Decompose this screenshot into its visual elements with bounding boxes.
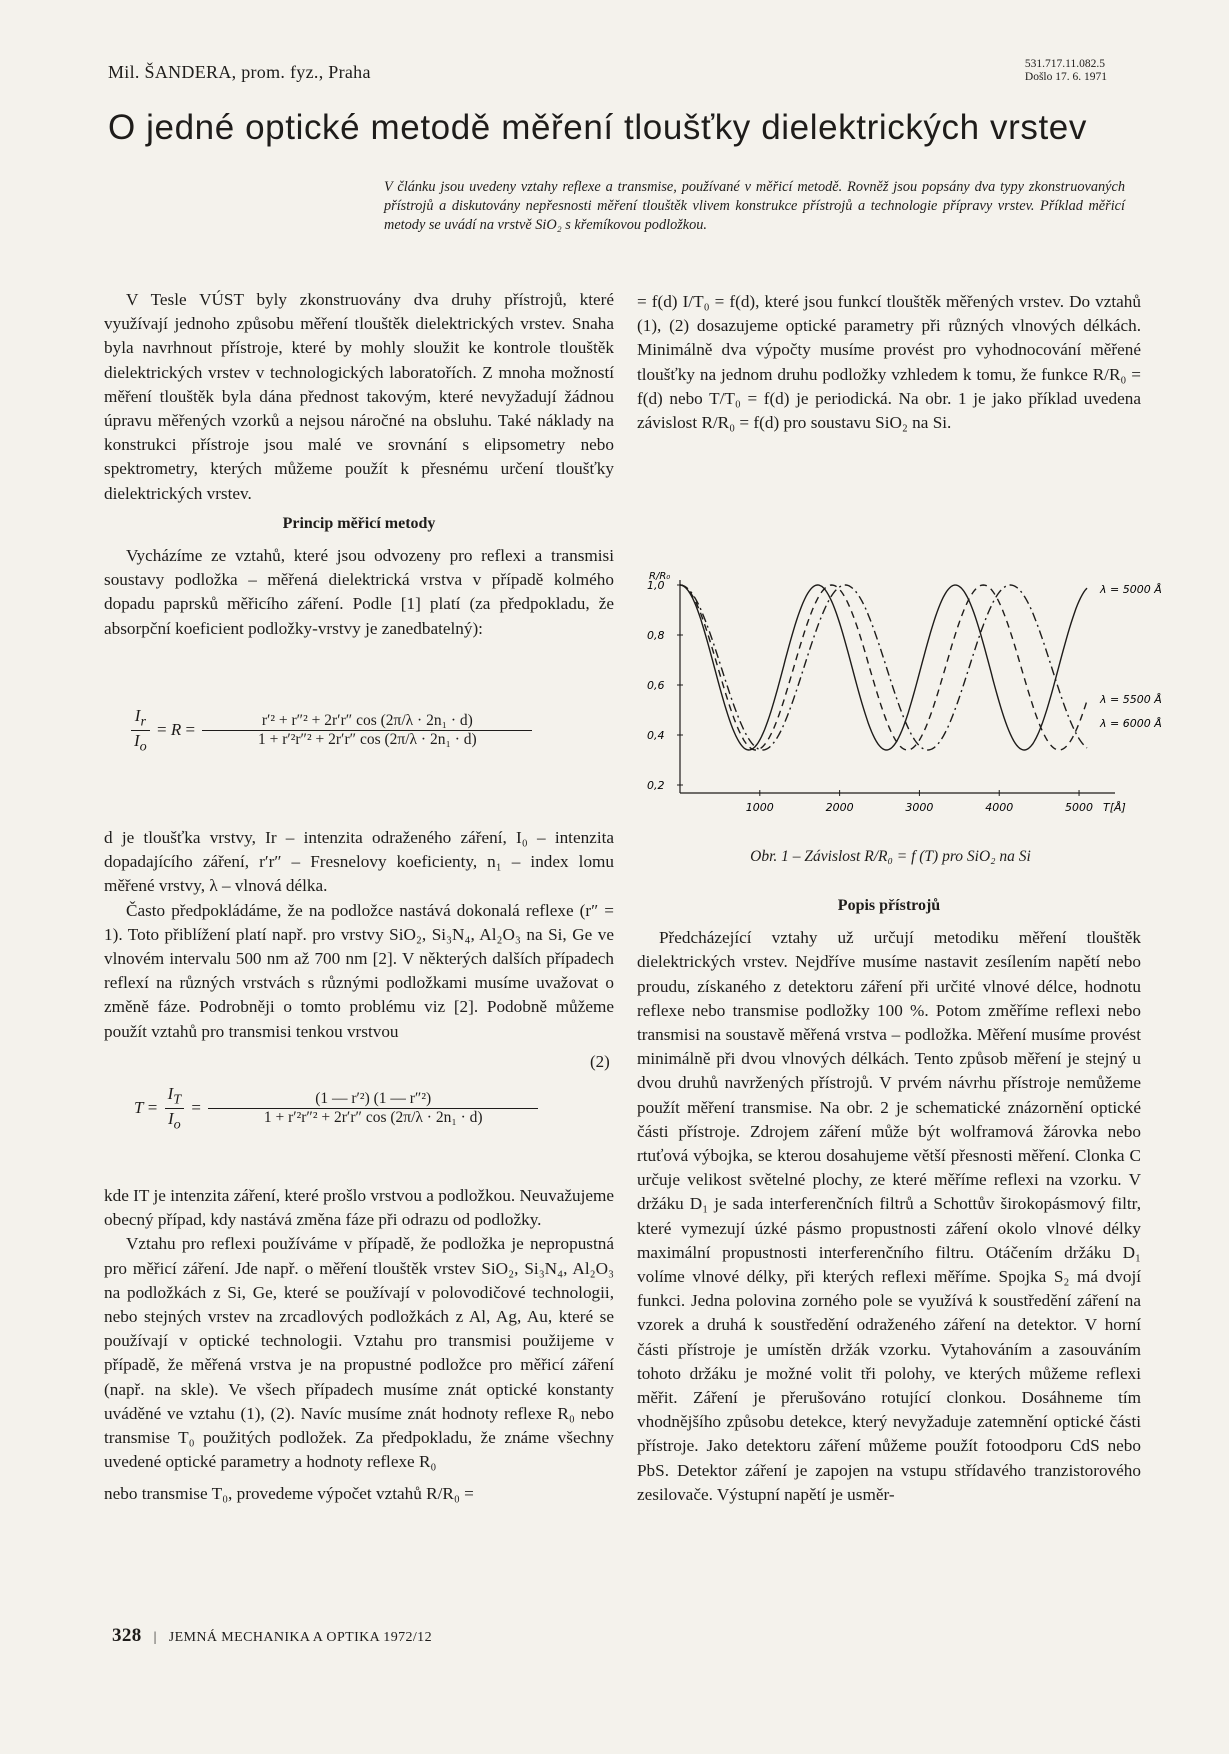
y-axis-label: R/R₀	[649, 571, 671, 582]
x-axis-label: T[Å]	[1103, 801, 1126, 814]
figure-caption: Obr. 1 – Závislost R/R₀ = f (T) pro SiO₂ na Si	[750, 848, 1031, 865]
chart-labels	[647, 571, 1162, 814]
series-line	[680, 585, 1087, 750]
formula-fraction-2	[208, 1090, 538, 1127]
left-column-bottom	[104, 1184, 614, 1507]
page-number: 328	[112, 1625, 142, 1646]
formula-2-numerator: (1 — r′²) (1 — r″²)	[208, 1090, 538, 1109]
y-tick-label: 0,6	[647, 679, 665, 692]
series-label: λ = 5500 Å	[1100, 693, 1162, 706]
right-paragraph-1: = f(d) I/T₀ = f(d), které jsou funkcí tlouštěk měřených vrstev. Do vztahů (1), (2) dosazujeme optické parametry při různých vlnových délkách. Minimálně dva výpočty musíme provést pro vyhodnocování měřené tloušťky na jednom druhu podložky vzhledem k tomu, že funkce R/R₀ = f(d) nebo T/T₀ = f(d) je periodická. Na obr. 1 je jako příklad uvedena závislost R/R₀ = f(d) pro soustavu SiO₂ na Si.	[637, 292, 1141, 433]
right-column-device	[637, 888, 1141, 1507]
received-date: Došlo 17. 6. 1971	[1024, 71, 1107, 83]
formula-1-numerator: r′² + r″² + 2r′r″ cos (2π/λ · 2n₁ · d)	[202, 712, 532, 731]
page-footer: 328 | JEMNÁ MECHANIKA A OPTIKA 1972/12	[112, 1625, 432, 1646]
abstract: V článku jsou uvedeny vztahy reflexe a transmise, používané v měřicí metodě. Rovněž jsou popsány dva typy zkonstruovaných přístrojů a diskutovány nepřesnosti měření tlouštěk vlivem konstrukce přístrojů a technologie přípravy vrstev. Příklad měřicí metody se uvádí na vrstvě SiO₂ s křemíkovou podložkou.	[384, 179, 1125, 233]
formula-1-denominator: 1 + r′²r″² + 2r′r″ cos (2π/λ · 2n₁ · d)	[257, 731, 477, 749]
article-title: O jedné optické metodě měření tloušťky dielektrických vrstev	[108, 108, 1087, 147]
left-paragraph-7: nebo transmise T₀, provedeme výpočet vztahů R/R₀ =	[104, 1484, 474, 1504]
left-paragraph-5: kde IT je intenzita záření, které prošlo vrstvou a podložkou. Neuvažujeme obecný případ, kdy nastává změna fáze při odrazu od podložky.	[104, 1186, 614, 1230]
x-tick-label: 4000	[985, 801, 1014, 814]
udc-code: 531.717.11.082.5	[1024, 58, 1105, 70]
left-paragraph-6: Vztahu pro reflexi používáme v případě, že podložka je nepropustná pro měřicí záření. Jde např. o měření tlouštěk vrstev SiO₂, Si₃N₄, Al₂O₃ na podložkách z Si, Ge, které se používají v polovodičové technologii, nebo stejných vrstev na zrcadlových podložkách z Al, Ag, Au, které se používají v optické technologii. Vztahu pro transmisi použijeme v případě, že měřená vrstva je na propustné podložce pro měřicí záření (např. na skle). Ve všech případech musíme znát optické konstanty uváděné ve vztahu (1), (2). Navíc musíme znát hodnoty reflexe R₀ nebo transmise T₀ použitých podložek. Za předpokladu, že známe všechny uvedené optické parametry a hodnoty reflexe R₀	[104, 1234, 614, 1472]
reflectance-chart	[635, 565, 1162, 835]
chart-axes	[677, 580, 1115, 796]
formula-ratio: $\frac{I_r}{I_o}$	[131, 706, 150, 756]
x-tick-label: 1000	[745, 801, 774, 814]
equation-number-2: (2)	[590, 1052, 610, 1071]
x-tick-label: 3000	[905, 801, 934, 814]
x-tick-label: 5000	[1065, 801, 1094, 814]
section-heading-device: Popis přístrojů	[837, 897, 941, 914]
formula-reflexe: $\frac{I_r}{I_o}$ = R = $\frac{\text{r′² + r″² + 2r′r″ cos (2π/λ · 2n₁ · d)}}{\text{1 + r′²r″² + 2r′r″ cos (2π/λ · 2n₁ · d)}}$	[128, 706, 618, 756]
y-tick-label: 1,0	[647, 579, 665, 592]
left-paragraph-3: d je tloušťka vrstvy, Ir – intenzita odraženého záření, I₀ – intenzita dopadajícího záření, r′r″ – Fresnelovy koeficienty, n₁ – index lomu měřené vrstvy, λ – vlnová délka.	[104, 828, 614, 896]
formula-fraction-1	[202, 712, 532, 749]
y-tick-label: 0,8	[647, 629, 665, 642]
left-column-top	[104, 288, 614, 641]
author-line: Mil. ŠANDERA, prom. fyz., Praha	[108, 62, 371, 82]
y-tick-label: 0,2	[647, 779, 665, 792]
formula-2-denominator: 1 + r′²r″² + 2r′r″ cos (2π/λ · 2n₁ · d)	[263, 1109, 483, 1127]
left-column-mid	[104, 826, 614, 1044]
left-paragraph-4: Často předpokládáme, že na podložce nastává dokonalá reflexe (r″ = 1). Toto přiblížení platí např. pro vrstvy SiO₂, Si₃N₄, Al₂O₃ na Si, Ge ve vlnovém intervalu 500 nm až 700 nm [2]. V některých dalších případech reflexí na různých vrstvách s různými podložkami musíme uvažovat o změně fáze. Podrobněji o tomto problému viz [2]. Podobně můžeme použít vztahů pro transmisi tenkou vrstvou	[104, 900, 614, 1041]
formula-ratio-t: $\frac{I_T}{I_o}$	[165, 1084, 185, 1134]
series-label: λ = 5000 Å	[1100, 583, 1162, 596]
chart-series	[680, 585, 1087, 750]
left-paragraph-1: V Tesle VÚST byly zkonstruovány dva druhy přístrojů, které využívají jednoho způsobu měření tlouštěk dielektrických vrstev. Snaha byla navrhnout přístroje, které by mohly sloužit ke kontrole tlouštěk dielektrických vrstev v technologických laboratořích. Z mnoha možností měření tlouštěk byla dána přednost takovým, které nevyžadují žádnou úpravu měřených vzorků a nejsou náročné na obsluhu. Také náklady na konstrukci přístroje jsou malé ve srovnání s elipsometry nebo spektrometry, kterých můžeme použít k přesnému určení tloušťky dielektrických vrstev.	[104, 290, 614, 503]
section-heading-principle: Princip měřicí metody	[282, 514, 436, 532]
formula-transmise: T = $\frac{I_T}{I_o}$ = $\frac{\text{(1 — r′²) (1 — r″²)}}{\text{1 + r′²r″² + 2r′r″ cos (2π/λ · 2n₁ · d)}}$	[134, 1084, 614, 1134]
left-paragraph-2: Vycházíme ze vztahů, které jsou odvozeny pro reflexi a transmisi soustavy podložka – měřená dielektrická vrstva v případě kolmého dopadu paprsků měřicího záření. Podle [1] platí (za předpokladu, že absorpční koeficient podložky-vrstvy je zanedbatelný):	[104, 546, 614, 638]
udc-block	[1025, 58, 1107, 84]
journal-name: JEMNÁ MECHANIKA A OPTIKA 1972/12	[168, 1630, 432, 1645]
x-tick-label: 2000	[825, 801, 854, 814]
right-paragraph-2: Předcházející vztahy už určují metodiku měření tlouštěk dielektrických vrstev. Nejdříve musíme nastavit zesílením napětí nebo proudu, získaného z detektoru záření při určité vlnové délce, hodnotu reflexe nebo transmise podložky 100 %. Potom změříme reflexi nebo transmisi na soustavě měřená vrstva – podložka. Měření musíme provést minimálně při dvou vlnových délkách. Tento způsob měření je stejný u dvou druhů navržených přístrojů. V prvém návrhu přístroje nemůžeme použít měření transmise. Na obr. 2 je schematické znázornění optické části přístroje. Zdrojem záření může být wolframová žárovka nebo rtuťová výbojka, se kterou dosahujeme větší přesnosti měření. Clonka C určuje velikost světelné plochy, ze které měříme reflexi na vzorku. V držáku D₁ je sada interferenčních filtrů a Schottův širokopásmový filtr, které vymezují úzké pásmo propustnosti záření okolo vlnové délky maximální propustnosti interferenčního filtru. Otáčením držáku D₁ volíme vlnové délky, při kterých reflexi měříme. Spojka S₂ má dvojí funkci. Jedna polovina zorného pole se využívá k soustředění záření na vzorek a druhá k soustředění odraženého záření na detektor. V horní části přístroje je umístěn držák vzorku. Vytahováním a zasouváním tohoto držáku je možné volit tři polohy, ve kterých můžeme reflexi měřit. Záření je přerušováno rotující clonkou. Dosáhneme tím vhodnějšího způsobu detekce, který nevyžaduje zatemnění optické části přístroje. Jako detektoru záření můžeme použít fotoodporu CdS nebo PbS. Detektor záření je zapojen na vstupu střídavého tranzistorového zesilovače. Výstupní napětí je usměr-	[637, 928, 1141, 1504]
y-tick-label: 0,4	[647, 729, 665, 742]
series-label: λ = 6000 Å	[1100, 717, 1162, 730]
